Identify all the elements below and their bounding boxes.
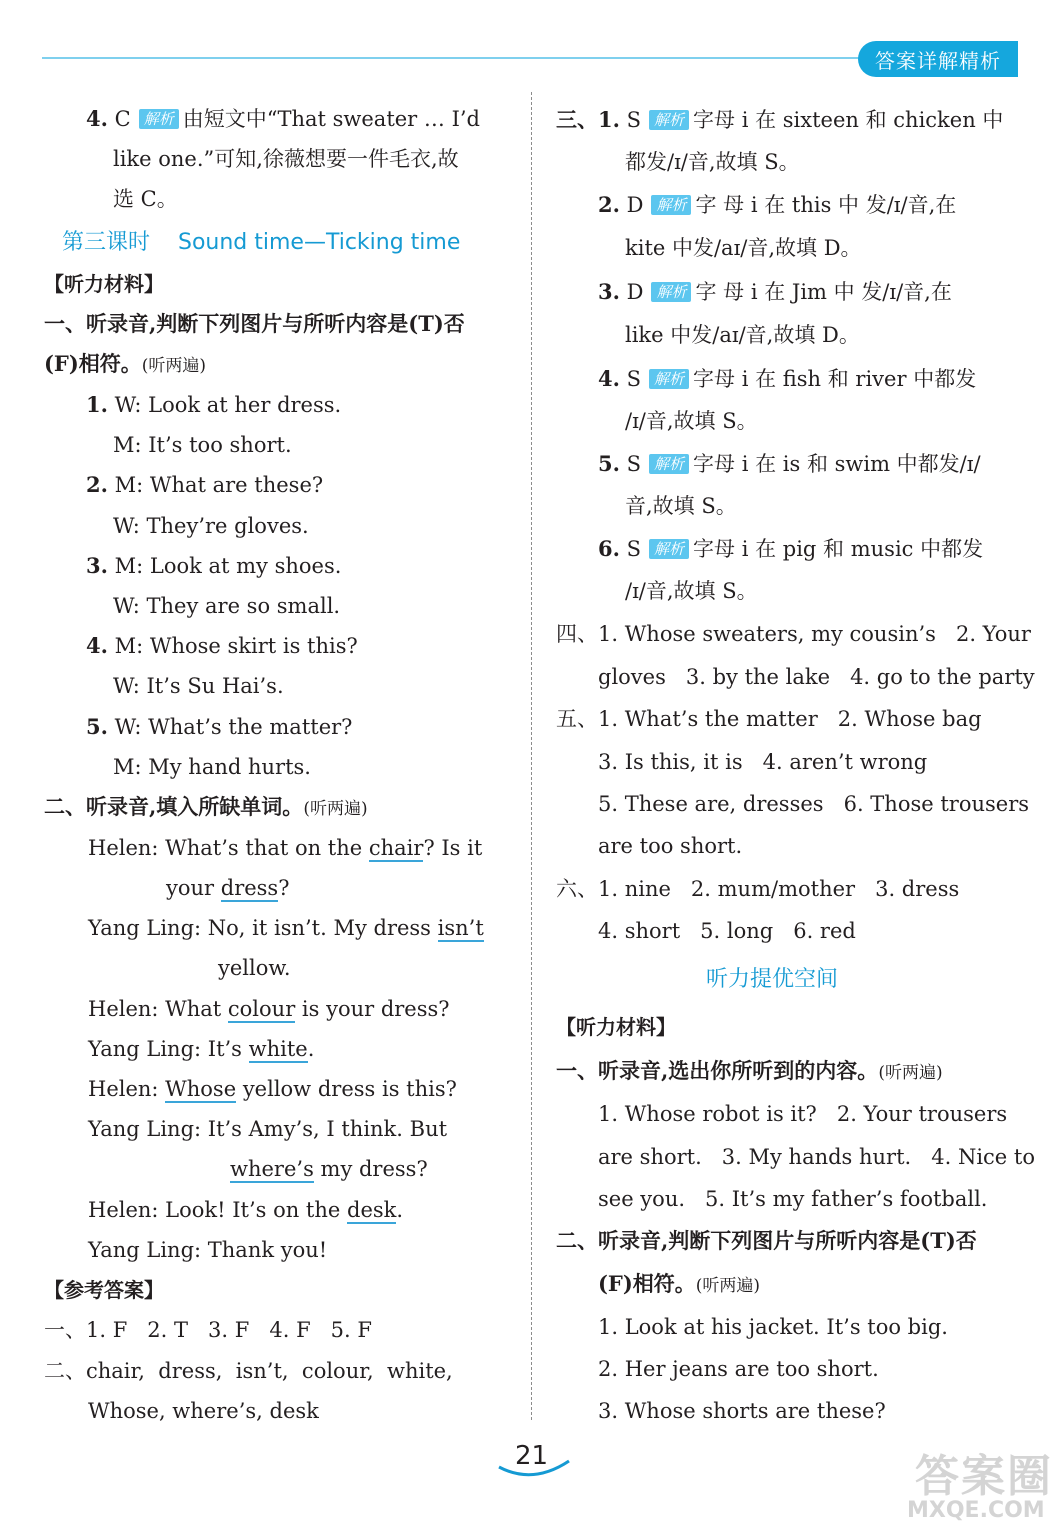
blank-answer: colour xyxy=(227,997,296,1021)
dialog-5-line1: 5. W: What’s the matter? xyxy=(86,714,353,739)
s3-item-1-line1: 1. S 解析 字母 i 在 sixteen 和 chicken 中 xyxy=(598,107,1004,132)
answer-heading: 【参考答案】 xyxy=(44,1278,164,1302)
column-divider xyxy=(531,92,532,1420)
s4-line2: gloves 3. by the lake 4. go to the party xyxy=(598,665,1035,689)
s3-item-3-line1: 3. D 解析 字 母 i 在 Jim 中 发/ɪ/音,在 xyxy=(598,279,952,304)
answer-part2-line1: 二、chair, dress, isn’t, colour, white, xyxy=(44,1359,453,1383)
s3-item-2-line1: 2. D 解析 字 母 i 在 this 中 发/ɪ/音,在 xyxy=(598,192,957,217)
s3-item-4-line1: 4. S 解析 字母 i 在 fish 和 river 中都发 xyxy=(598,366,977,391)
conv-yangling-3-cont: where’s my dress? xyxy=(230,1157,428,1181)
extra-part1-line1: 1. Whose robot is it? 2. Your trousers xyxy=(598,1102,1008,1126)
analysis-tag-icon: 解析 xyxy=(649,454,689,474)
blank-answer: white xyxy=(248,1037,308,1061)
section-title: 第三课时 Sound time—Ticking time xyxy=(62,230,461,255)
blank-answer: Whose xyxy=(165,1077,237,1101)
watermark: 答案圈 MXQE.COM xyxy=(907,1451,1053,1523)
part2-title: 二、听录音,填入所缺单词。(听两遍) xyxy=(44,794,368,819)
extra-part1-line2: are short. 3. My hands hurt. 4. Nice to xyxy=(598,1145,1035,1169)
dialog-2-line1: 2. M: What are these? xyxy=(86,472,324,497)
dialog-1-line2: M: It’s too short. xyxy=(113,433,292,457)
analysis-tag-icon: 解析 xyxy=(139,109,179,129)
conv-helen-3: Helen: Whose yellow dress is this? xyxy=(88,1077,457,1101)
analysis-tag-icon: 解析 xyxy=(649,110,689,130)
extra-section-title: 听力提优空间 xyxy=(706,967,839,992)
s3-item-6-line1: 6. S 解析 字母 i 在 pig 和 music 中都发 xyxy=(598,536,984,561)
s5-line2: 3. Is this, it is 4. aren’t wrong xyxy=(598,750,928,774)
s5-line3: 5. These are, dresses 6. Those trousers xyxy=(598,792,1030,816)
answer-part2-line2: Whose, where’s, desk xyxy=(88,1399,319,1423)
blank-answer: isn’t xyxy=(437,916,484,940)
s3-item-5-line1: 5. S 解析 字母 i 在 is 和 swim 中都发/ɪ/ xyxy=(598,451,981,476)
extra-part2-item-2: 2. Her jeans are too short. xyxy=(598,1357,879,1381)
material-heading: 【听力材料】 xyxy=(44,272,164,296)
s4-line1: 四、1. Whose sweaters, my cousin’s 2. Your xyxy=(556,622,1031,646)
blank-answer: where’s xyxy=(230,1157,314,1181)
header-rule xyxy=(42,57,864,59)
s3-item-5-line2: 音,故填 S。 xyxy=(625,494,737,518)
analysis-tag-icon: 解析 xyxy=(649,539,689,559)
conv-helen-4: Helen: Look! It’s on the desk. xyxy=(88,1198,404,1222)
extra-part1-title: 一、听录音,选出你所听到的内容。(听两遍) xyxy=(556,1058,943,1083)
dialog-3-line2: W: They are so small. xyxy=(113,594,341,618)
page-swoosh-icon xyxy=(495,1459,575,1481)
conv-yangling-1: Yang Ling: No, it isn’t. My dress isn’t xyxy=(88,916,484,940)
dialog-4-line1: 4. M: Whose skirt is this? xyxy=(86,633,358,658)
conv-helen-1-cont: your dress? xyxy=(166,876,290,900)
analysis-tag-icon: 解析 xyxy=(651,282,691,302)
extra-part1-line3: see you. 5. It’s my father’s football. xyxy=(598,1187,988,1211)
extra-material-heading: 【听力材料】 xyxy=(556,1015,676,1039)
s5-line1: 五、1. What’s the matter 2. Whose bag xyxy=(556,707,982,731)
conv-yangling-1-cont: yellow. xyxy=(218,956,291,980)
s3-item-1-line2: 都发/ɪ/音,故填 S。 xyxy=(625,150,800,174)
blank-answer: dress xyxy=(220,876,279,900)
s3-label: 三、 xyxy=(556,107,598,132)
analysis-tag-icon: 解析 xyxy=(651,195,691,215)
dialog-4-line2: W: It’s Su Hai’s. xyxy=(113,674,284,698)
conv-yangling-3: Yang Ling: It’s Amy’s, I think. But xyxy=(88,1117,448,1141)
page-number: 21 xyxy=(495,1441,575,1481)
extra-part2-title-line1: 二、听录音,判断下列图片与所听内容是(T)否 xyxy=(556,1228,977,1253)
header-banner: 答案详解精析 xyxy=(858,41,1018,77)
s6-line2: 4. short 5. long 6. red xyxy=(598,919,856,943)
answer-part1: 一、1. F 2. T 3. F 4. F 5. F xyxy=(44,1318,372,1342)
left-q4-line1: 4. C 解析 由短文中“That sweater … I’d xyxy=(86,106,480,131)
s3-item-2-line2: kite 中发/aɪ/音,故填 D。 xyxy=(625,236,862,260)
blank-answer: desk xyxy=(347,1198,397,1222)
s6-line1: 六、1. nine 2. mum/mother 3. dress xyxy=(556,877,960,901)
conv-helen-2: Helen: What colour is your dress? xyxy=(88,997,450,1021)
extra-part2-item-1: 1. Look at his jacket. It’s too big. xyxy=(598,1315,948,1339)
dialog-1-line1: 1. W: Look at her dress. xyxy=(86,392,342,417)
extra-part2-item-3: 3. Whose shorts are these? xyxy=(598,1399,886,1423)
s3-item-3-line2: like 中发/aɪ/音,故填 D。 xyxy=(625,323,860,347)
left-q4-line2: like one.”可知,徐薇想要一件毛衣,故 xyxy=(113,147,459,171)
blank-answer: chair xyxy=(368,836,424,860)
conv-helen-1: Helen: What’s that on the chair? Is it xyxy=(88,836,483,860)
conv-yangling-4: Yang Ling: Thank you! xyxy=(88,1238,328,1262)
analysis-tag-icon: 解析 xyxy=(649,369,689,389)
s5-line4: are too short. xyxy=(598,834,743,858)
s3-item-4-line2: /ɪ/音,故填 S。 xyxy=(625,409,758,433)
part1-title-line1: 一、听录音,判断下列图片与所听内容是(T)否 xyxy=(44,311,465,336)
dialog-5-line2: M: My hand hurts. xyxy=(113,755,311,779)
conv-yangling-2: Yang Ling: It’s white. xyxy=(88,1037,315,1061)
left-q4-line3: 选 C。 xyxy=(113,187,178,211)
dialog-2-line2: W: They’re gloves. xyxy=(113,514,309,538)
dialog-3-line1: 3. M: Look at my shoes. xyxy=(86,553,342,578)
s3-item-6-line2: /ɪ/音,故填 S。 xyxy=(625,579,758,603)
extra-part2-title-line2: (F)相符。(听两遍) xyxy=(598,1271,761,1296)
part1-title-line2: (F)相符。(听两遍) xyxy=(44,351,207,376)
